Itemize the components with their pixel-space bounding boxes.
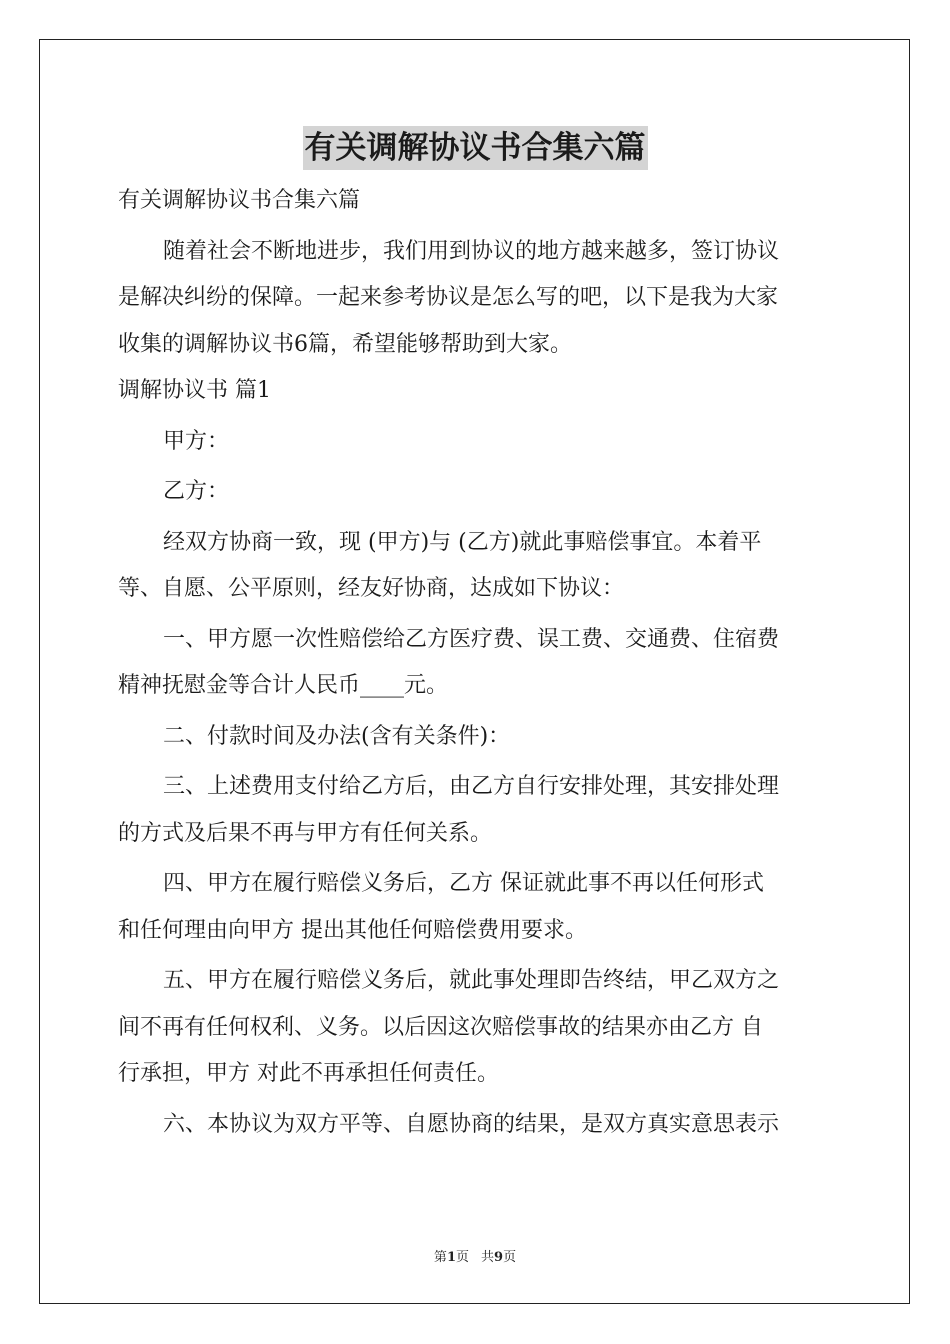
body-line: 三、上述费用支付给乙方后，由乙方自行安排处理，其安排处理 (163, 774, 780, 799)
page-current: 1 (446, 1250, 456, 1265)
body-line: 行承担，甲方 对此不再承担任何责任。 (118, 1061, 499, 1086)
page-total: 9 (494, 1250, 504, 1265)
body-line: 间不再有任何权利、义务。以后因这次赔偿事故的结果亦由乙方 自 (118, 1014, 763, 1040)
body-line: 收集的调解协议书6篇，希望能够帮助到大家。 (118, 331, 572, 357)
section-heading: 调解协议书 篇1 (118, 378, 271, 403)
document-title: 有关调解协议书合集六篇 (303, 126, 648, 170)
body-line: 精神抚慰金等合计人民币____元。 (118, 673, 449, 698)
title-wrap (0, 126, 950, 170)
body-line: 等、自愿、公平原则，经友好协商，达成如下协议： (118, 576, 625, 601)
page-footer (0, 1246, 950, 1265)
body-line: 五、甲方在履行赔偿义务后，就此事处理即告终结，甲乙双方之 (163, 968, 780, 993)
body-line: 经双方协商一致，现 (甲方)与 (乙方)就此事赔偿事宜。本着平 (163, 529, 762, 555)
body-line: 乙方： (163, 479, 230, 504)
body-line: 的方式及后果不再与甲方有任何关系。 (118, 820, 493, 846)
total-prefix: 共 (481, 1250, 495, 1265)
body-line: 是解决纠纷的保障。一起来参考协议是怎么写的吧，以下是我为大家 (118, 285, 779, 310)
body-line: 和任何理由向甲方 提出其他任何赔偿费用要求。 (118, 917, 587, 943)
body-line: 四、甲方在履行赔偿义务后，乙方 保证就此事不再以任何形式 (163, 871, 764, 896)
page-mid: 页 (455, 1250, 469, 1265)
body-line: 二、付款时间及办法(含有关条件)： (163, 723, 511, 749)
body-line: 一、甲方愿一次性赔偿给乙方医疗费、误工费、交通费、住宿费 (163, 626, 780, 652)
page-prefix: 第 (433, 1250, 447, 1265)
total-suffix: 页 (503, 1250, 517, 1265)
body-line: 甲方： (163, 428, 230, 454)
document-body (118, 178, 834, 1148)
body-line: 六、本协议为双方平等、自愿协商的结果，是双方真实意思表示 (163, 1111, 780, 1137)
body-line: 有关调解协议书合集六篇 (118, 188, 361, 213)
body-line: 随着社会不断地进步，我们用到协议的地方越来越多，签订协议 (163, 238, 780, 264)
